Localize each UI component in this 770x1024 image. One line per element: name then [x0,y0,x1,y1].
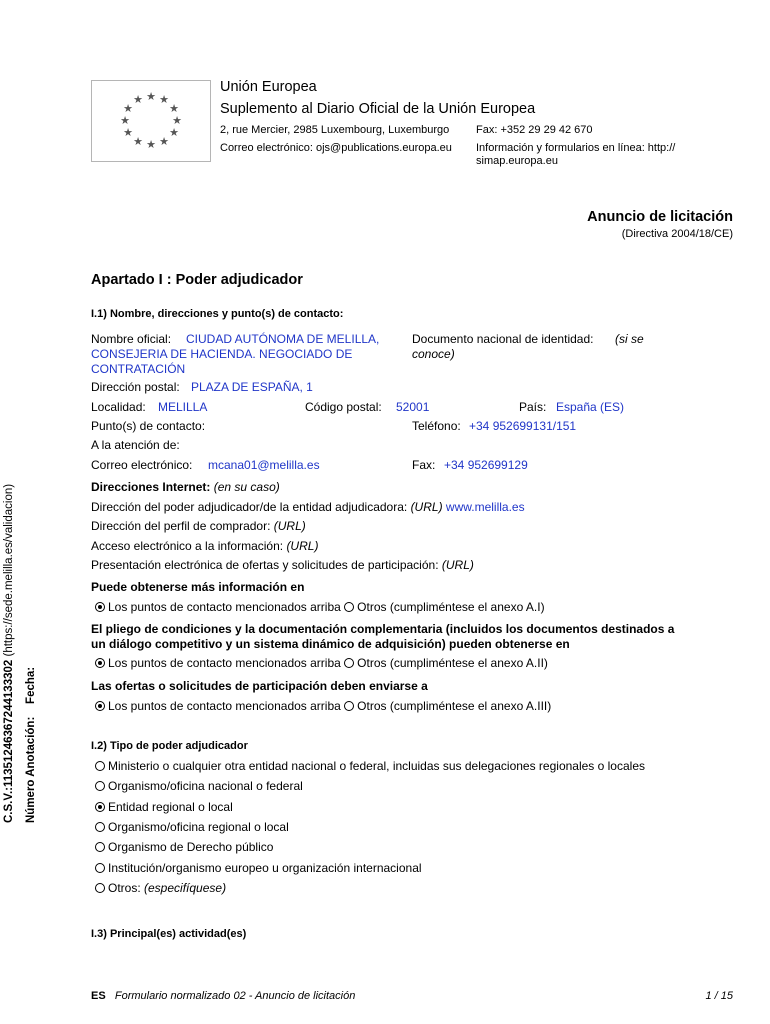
tipo-radio-4-icon[interactable] [95,822,105,832]
dir-poder-row [91,500,525,514]
tipo-label-5: Organismo de Derecho público [108,840,274,854]
masinfo-radio-1-icon[interactable] [95,602,105,612]
tipo-radio-6-icon[interactable] [95,863,105,873]
header-info-line1: Información y formularios en línea: http:// [476,142,676,154]
ofertas-opt2: Otros (cumpliméntese el anexo A.III) [357,699,552,713]
svg-text:★: ★ [169,103,179,115]
svg-text:★: ★ [172,115,182,127]
ofertas-radio-2-icon[interactable] [344,701,354,711]
notice-directive: (Directiva 2004/18/CE) [621,228,733,240]
masinfo-opt1: Los puntos de contacto mencionados arriba [108,600,341,614]
pliego-line-2: un diálogo competitivo y un sistema dinámico de adquisición) pueden obtenerse en [91,637,570,651]
correo-value[interactable]: mcana01@melilla.es [208,458,320,472]
pliego-opt1: Los puntos de contacto mencionados arriba [108,656,341,670]
masinfo-label: Puede obtenerse más información en [91,580,305,594]
svg-text:★: ★ [133,136,143,148]
subsection-i1: I.1) Nombre, direcciones y punto(s) de contacto: [91,308,344,320]
correo-label: Correo electrónico: [91,458,193,472]
doc-label: Documento nacional de identidad: [412,332,594,346]
fecha-label: Fecha: [25,666,37,704]
svg-text:★: ★ [169,127,179,139]
tipo-hint-7: (especifíquese) [144,881,227,895]
suplemento-title: Suplemento al Diario Oficial de la Unión Europea [220,101,536,117]
telefono-value: +34 952699131/151 [469,419,577,433]
tipo-option-4[interactable] [95,820,289,834]
svg-text:★: ★ [146,139,156,151]
nombre-line-3: CONTRATACIÓN [91,362,186,376]
svg-text:★: ★ [123,127,133,139]
tipo-option-1[interactable] [95,759,645,773]
subsection-i2: I.2) Tipo de poder adjudicador [91,740,248,752]
direccion-value: PLAZA DE ESPAÑA, 1 [191,380,313,394]
dir-poder-link[interactable]: www.melilla.es [445,500,525,514]
tipo-option-6[interactable] [95,861,422,875]
tipo-label-6: Institución/organismo europeo u organización internacional [108,861,422,875]
tipo-option-7[interactable] [95,881,226,895]
cp-value: 52001 [396,400,430,414]
presentacion-hint: (URL) [441,558,474,572]
eu-stars-icon [92,81,210,161]
header-address: 2, rue Mercier, 2985 Luxembourg, Luxemburgo [220,124,450,136]
ofertas-options [95,699,551,713]
perfil-row [91,519,306,533]
eu-logo [91,80,211,162]
fax-value: +34 952699129 [444,458,528,472]
masinfo-opt2: Otros (cumpliméntese el anexo A.I) [357,600,545,614]
pliego-opt2: Otros (cumpliméntese el anexo A.II) [357,656,548,670]
doc-hint-2: conoce) [412,347,455,361]
anotacion-stamp [25,667,37,823]
svg-text:★: ★ [133,94,143,106]
tipo-label-7: Otros: [108,881,141,895]
acceso-hint: (URL) [286,539,319,553]
footer-left [91,990,355,1002]
header-info-line2: simap.europa.eu [476,155,558,167]
tipo-option-2[interactable] [95,779,303,793]
internet-label: Direcciones Internet: [91,480,211,494]
ofertas-opt1: Los puntos de contacto mencionados arriba [108,699,341,713]
svg-text:★: ★ [159,94,169,106]
tipo-label-4: Organismo/oficina regional o local [108,820,289,834]
internet-hint: (en su caso) [213,480,280,494]
cp-label: Código postal: [305,400,382,414]
atencion-label: A la atención de: [91,438,180,452]
svg-text:★: ★ [123,103,133,115]
header-email: Correo electrónico: ojs@publications.europa.eu [220,142,452,154]
tipo-label-3: Entidad regional o local [108,800,233,814]
section-heading: Apartado I : Poder adjudicador [91,272,303,288]
subsection-i3: I.3) Principal(es) actividad(es) [91,928,247,940]
csv-code: C.S.V.:11351246367244133302 [3,659,15,823]
localidad-value: MELILLA [158,400,208,414]
perfil-label: Dirección del perfil de comprador: [91,519,271,533]
header-fax: Fax: +352 29 29 42 670 [476,124,593,136]
pais-value: España (ES) [556,400,625,414]
presentacion-label: Presentación electrónica de ofertas y solicitudes de participación: [91,558,439,572]
org-name: Unión Europea [220,79,317,95]
direccion-label: Dirección postal: [91,380,180,394]
tipo-label-1: Ministerio o cualquier otra entidad nacional o federal, incluidas sus delegaciones regionales o locales [108,759,645,773]
pliego-radio-2-icon[interactable] [344,658,354,668]
pliego-options [95,656,548,670]
pais-label: País: [519,400,547,414]
tipo-radio-7-icon[interactable] [95,883,105,893]
fax-label: Fax: [412,458,436,472]
pliego-radio-1-icon[interactable] [95,658,105,668]
masinfo-options [95,600,545,614]
perfil-hint: (URL) [273,519,306,533]
tipo-radio-1-icon[interactable] [95,761,105,771]
tipo-option-5[interactable] [95,840,273,854]
footer-lang: ES [91,990,106,1002]
acceso-label: Acceso electrónico a la información: [91,539,284,553]
masinfo-radio-2-icon[interactable] [344,602,354,612]
tipo-label-2: Organismo/oficina nacional o federal [108,779,303,793]
telefono-label: Teléfono: [412,419,461,433]
notice-title: Anuncio de licitación [587,209,733,225]
nombre-line-2: CONSEJERIA DE HACIENDA. NEGOCIADO DE [91,347,353,361]
nombre-line-1: CIUDAD AUTÓNOMA DE MELILLA, [186,332,380,346]
csv-url: (https://sede.melilla.es/validacion) [3,483,15,657]
ofertas-radio-1-icon[interactable] [95,701,105,711]
presentacion-row [91,558,474,572]
tipo-radio-3-icon[interactable] [95,802,105,812]
doc-hint-1: (si se [615,332,644,346]
svg-text:★: ★ [120,115,130,127]
footer-page: 1 / 15 [705,990,733,1002]
tipo-radio-5-icon[interactable] [95,842,105,852]
csv-stamp [3,484,15,823]
svg-text:★: ★ [146,91,156,103]
tipo-radio-2-icon[interactable] [95,781,105,791]
svg-text:★: ★ [159,136,169,148]
nombre-label: Nombre oficial: [91,332,172,346]
internet-heading [91,480,280,494]
dir-poder-hint: (URL) [410,500,443,514]
dir-poder-label: Dirección del poder adjudicador/de la entidad adjudicadora: [91,500,408,514]
contacto-label: Punto(s) de contacto: [91,419,206,433]
footer-form: Formulario normalizado 02 - Anuncio de licitación [114,990,356,1002]
ofertas-label: Las ofertas o solicitudes de participación deben enviarse a [91,679,428,693]
pliego-line-1: El pliego de condiciones y la documentación complementaria (incluidos los documentos destinados a [91,622,675,636]
localidad-label: Localidad: [91,400,146,414]
acceso-row [91,539,318,553]
tipo-option-3[interactable] [95,800,233,814]
anotacion-label: Número Anotación: [25,716,37,823]
